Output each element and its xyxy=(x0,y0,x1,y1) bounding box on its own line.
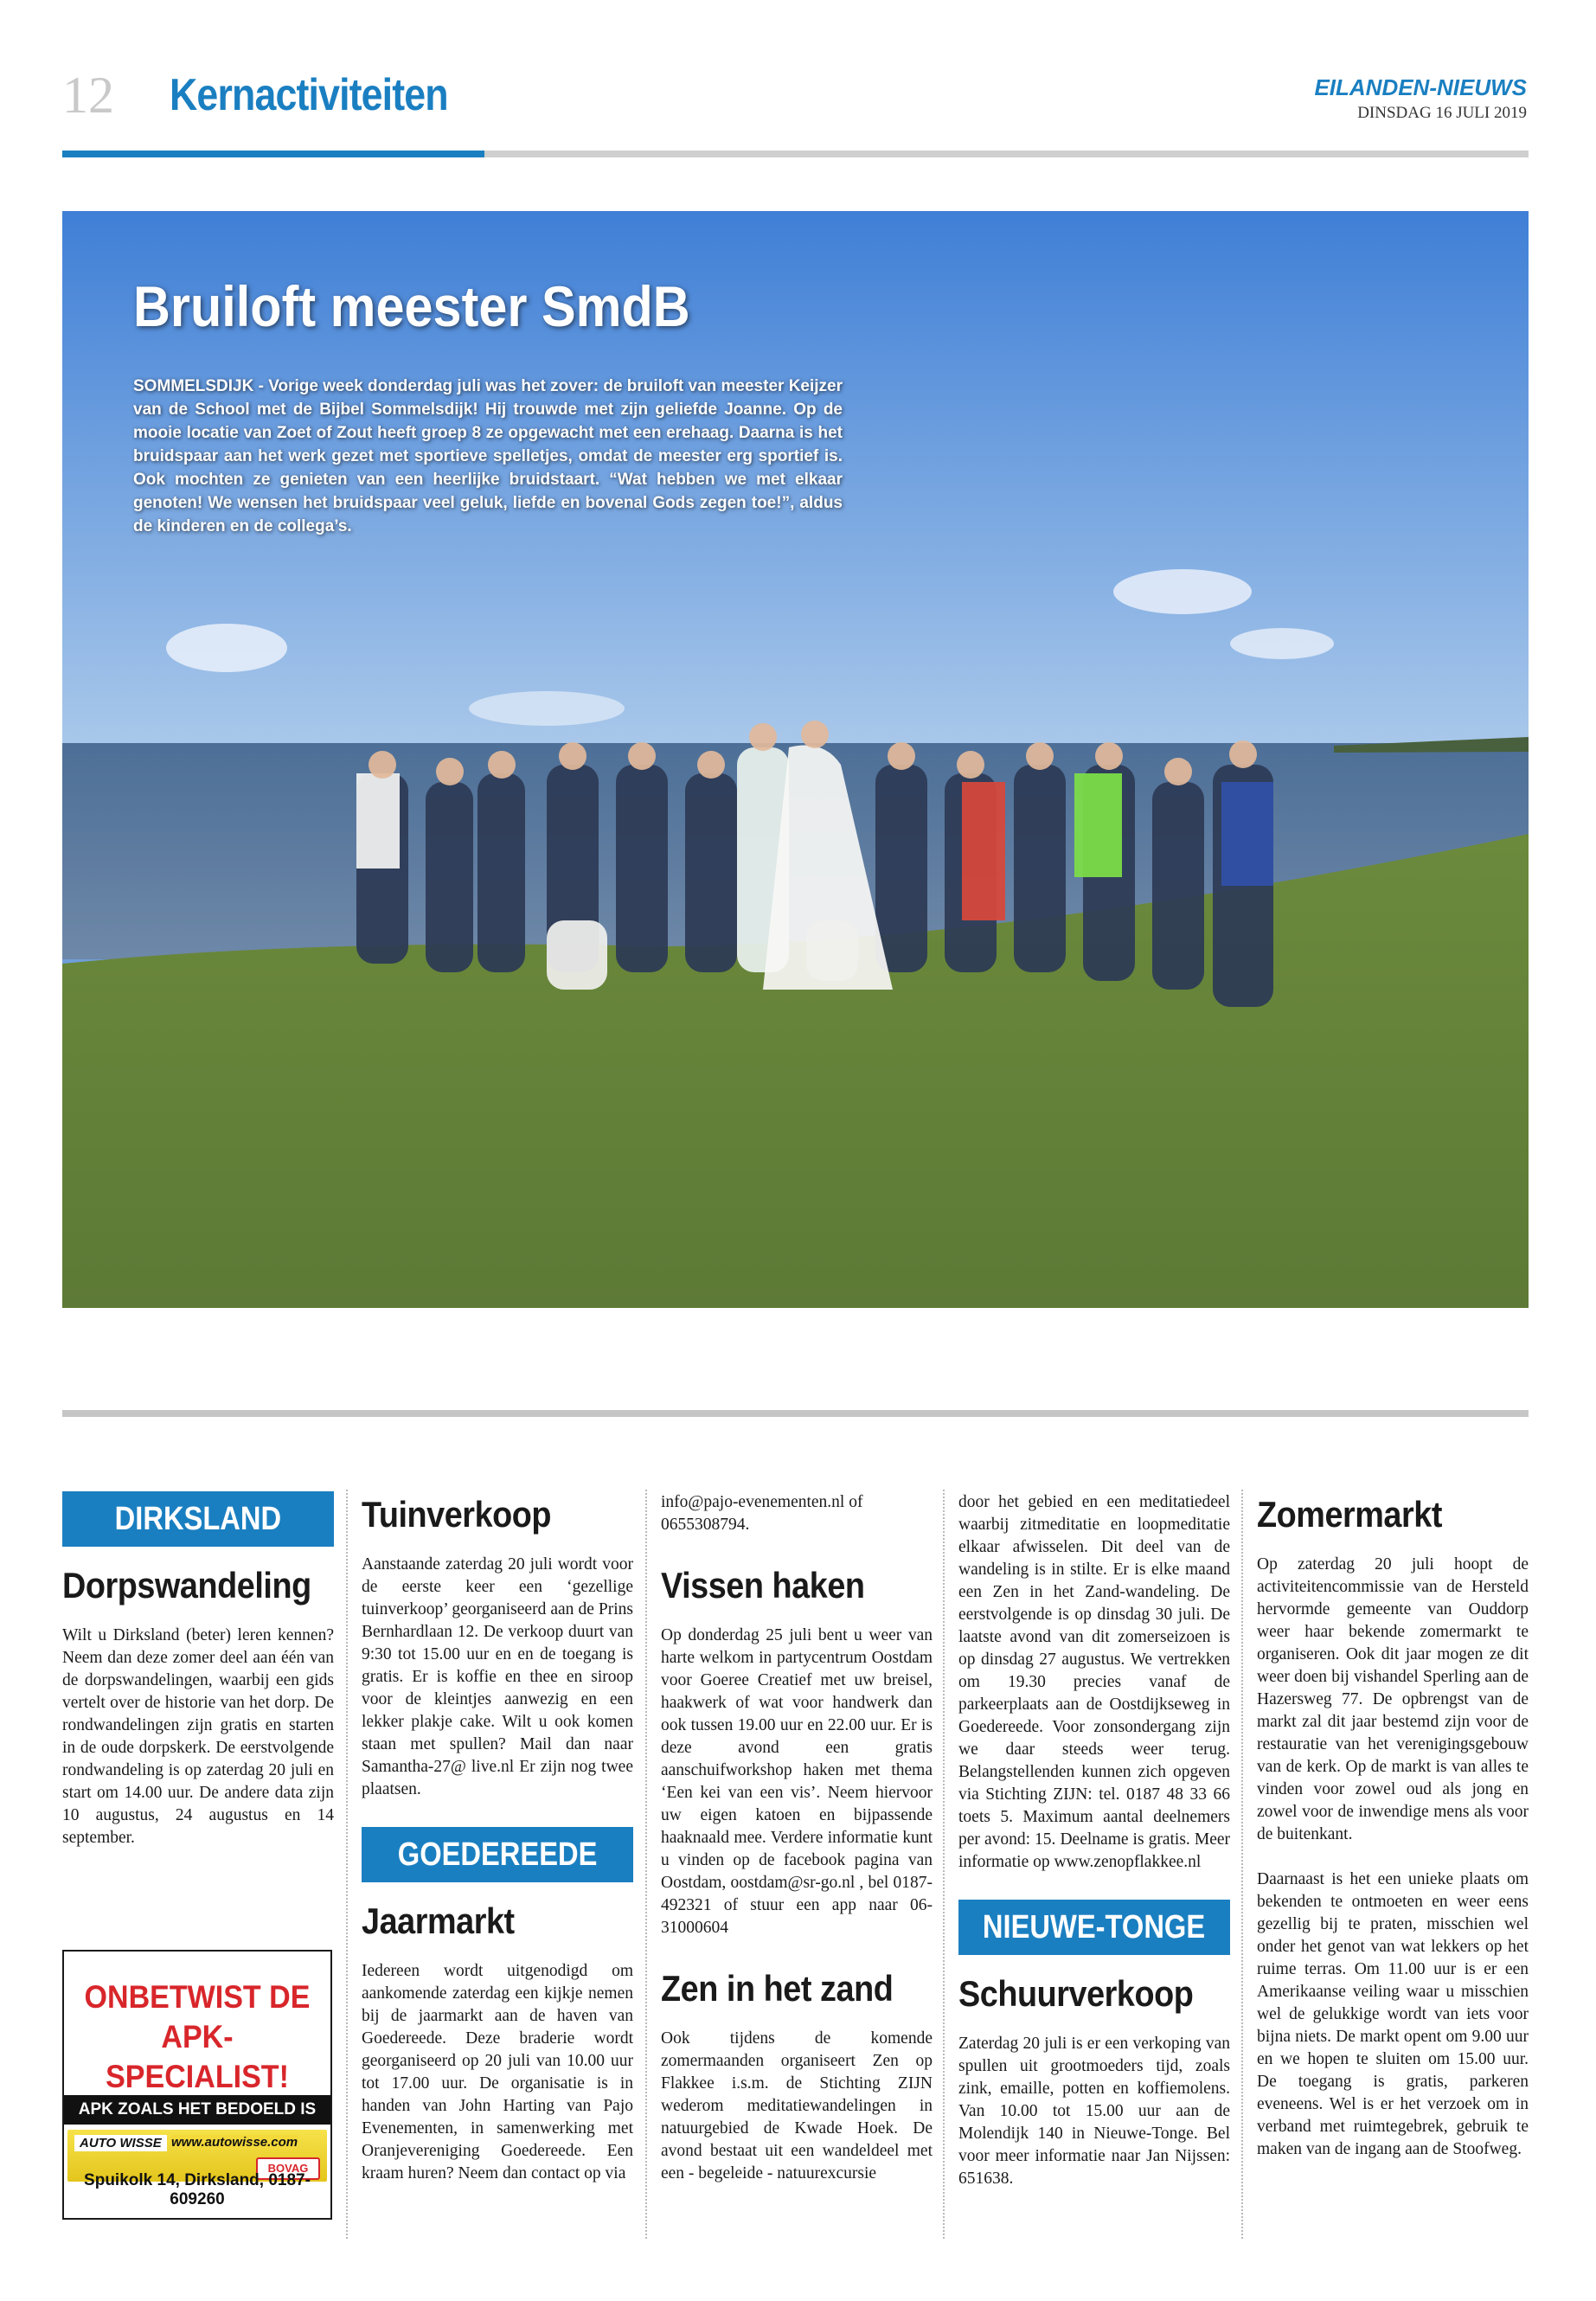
spacer xyxy=(661,1939,933,1965)
place-tag-nieuwe-tonge xyxy=(958,1900,1230,1955)
place-tag-goedereede xyxy=(362,1827,633,1882)
ad-headline xyxy=(74,1977,319,2097)
article-body-jaarmarkt: Iedereen wordt uitgenodigd om aankomende zaterdag een kijkje nemen bij de jaarmarkt aan de haven van Goedereede. Deze braderie wordt georganiseerd op 20 juli van 10.00 uur tot 17.00 uur. De organisatie is in handen van John Harting van Pajo Evenementen, in samenwerking met Oranjevereniging Goedereede. Een kraam huren? Neem dan contact op via xyxy=(362,1962,633,2182)
ad-headline-line-2: APK-SPECIALIST! xyxy=(106,2019,289,2094)
column-divider xyxy=(943,1490,945,2239)
ad-logo-url: www.autowisse.com xyxy=(171,2135,298,2150)
issue-date: DINSDAG 16 JULI 2019 xyxy=(1357,104,1527,122)
place-tag-label: GOEDEREEDE xyxy=(397,1836,598,1873)
cloud xyxy=(469,691,625,726)
headline-tuinverkoop: Tuinverkoop xyxy=(362,1494,552,1535)
masthead-logo: EILANDEN-NIEUWS xyxy=(1314,74,1527,100)
column-tuinverkoop-goedereede xyxy=(362,1491,633,2185)
section-title: Kernactiviteiten xyxy=(170,70,448,120)
article-body-zomermarkt-2: Daarnaast is het een unieke plaats om bekenden te ontmoeten en weer eens gezellig bij te praten, misschien wel onder het genot van wat lekkers op het ruime terras. Om 11.00 uur is er een Amerikaanse veiling waar u misschien wel de gelukkige wordt van iets voor bijna niets. De markt opent om 9.00 uur en we hopen te sluiten om 15.00 uur. De toegang is gratis, parkeren eveneens. Wel is er het verzoek om in verband met ruimtegebrek, gebruik te maken van de ingang aan de Stoofweg. xyxy=(1257,1870,1529,2158)
spacer xyxy=(661,1536,933,1562)
column-divider xyxy=(645,1490,647,2239)
article-body-schuurverkoop: Zaterdag 20 juli is er een verkoping van spullen uit grootmoeders tijd, zoals zink, emaille, potten en koffiemolens. Van 10.00 tot 15.00 uur aan de Molendijk 140 in Nieuwe-Tonge. Bel voor meer informatie naar Jan Nijssen: 651638. xyxy=(958,2035,1230,2188)
ad-headline-line-1: ONBETWIST DE xyxy=(84,1979,311,2015)
place-tag-label: DIRKSLAND xyxy=(114,1501,282,1537)
article-body-jaarmarkt-continued: info@pajo-evenementen.nl of 0655308794. xyxy=(661,1493,863,1534)
spacer xyxy=(362,1801,633,1827)
headline-jaarmarkt: Jaarmarkt xyxy=(362,1900,515,1941)
cloud xyxy=(166,624,287,672)
ad-address: Spuikolk 14, Dirksland, 0187-609260 xyxy=(84,2171,311,2208)
column-vissen-zen xyxy=(661,1491,933,2185)
column-zomermarkt xyxy=(1257,1491,1529,2161)
cloud xyxy=(1113,569,1252,614)
ad-logo-name: AUTO WISSE xyxy=(74,2135,167,2151)
column-divider xyxy=(1241,1490,1243,2239)
article-body-dorpswandeling: Wilt u Dirksland (beter) leren kennen? Neem dan deze zomer deel aan één van de dorpswandelingen, waarbij een gids vertelt over de historie van het dorp. De rondwandelingen zijn gratis en starten in de oude dorpskerk. De eerstvolgende rondwandeling is op zaterdag 20 juli en start om 14.00 uur. De andere data zijn 10 augustus, 24 augustus en 14 september. xyxy=(62,1626,334,1847)
column-divider xyxy=(346,1490,348,2239)
headline-zen-in-het-zand: Zen in het zand xyxy=(661,1968,894,2009)
headline-schuurverkoop: Schuurverkoop xyxy=(958,1973,1194,2014)
article-body-zen-continued: door het gebied en een meditatiedeel waarbij zitmeditatie en loopmeditatie elkaar afwisselen. Dit deel van de wandeling is in stilte. Er is elke maand een Zen in het Zand-wandeling. De eerstvolgende is op dinsdag 30 juli. De laatste avond van dit zomerseizoen is op dinsdag 27 augustus. We vertrekken om 19.30 precies vanaf de parkeerplaats aan de Oostdijkseweg in Goedereede. Voor zonsondergang zijn we daar steeds weer terug. Belangstellenden kunnen zich opgeven via Stichting ZIJN: tel. 0187 48 33 66 toets 5. Maximum aantal deelnemers per avond: 15. Deelname is gratis. Meer informatie op www.zenopflakkee.nl xyxy=(958,1493,1230,1871)
column-zen-nieuwe-tonge xyxy=(958,1491,1230,2190)
section-divider xyxy=(62,1410,1529,1417)
article-body-zen-in-het-zand: Ook tijdens de komende zomermaanden organiseert Zen op Flakkee i.s.m. de Stichting ZIJN wederom meditatiewandelingen in natuurgebied de Kwade Hoek. De avond bestaat uit een wandeldeel met een - begeleide - natuurexcursie xyxy=(661,2029,933,2182)
wedding-group-photo xyxy=(62,211,1529,1308)
headline-zomermarkt: Zomermarkt xyxy=(1257,1494,1442,1535)
page-number: 12 xyxy=(62,67,114,124)
headline-vissen-haken: Vissen haken xyxy=(661,1565,865,1606)
spacer xyxy=(1257,1846,1529,1868)
ad-band: APK ZOALS HET BEDOELD IS xyxy=(64,2095,330,2125)
photo-article-title: Bruiloft meester SmdB xyxy=(133,274,690,338)
headline-dorpswandeling: Dorpswandeling xyxy=(62,1565,311,1606)
photo-article-caption: SOMMELSDIJK - Vorige week donderdag juli was het zover: de bruiloft van meester Keijzer van de School met de Bijbel Sommelsdijk! Hij trouwde met zijn geliefde Joanne. Op de mooie locatie van Zoet of Zout heeft groep 8 ze opgewacht met een erehaag. Daarna is het bruidspaar aan het werk gezet met sportieve spelletjes, omdat de meester erg sportief is. Ook mochten ze genieten van een heerlijke bruidstaart. “Wat hebben we met elkaar genoten! We wensen het bruidspaar veel geluk, liefde en bovenal Gods zegen toe!”, aldus de kinderen en de collega’s. xyxy=(133,377,843,535)
article-body-zomermarkt: Op zaterdag 20 juli hoopt de activiteitencommissie van de Hersteld hervormde gemeente van Ouddorp weer haar bekende zomermarkt te organiseren. Ook dit jaar mogen ze dit weer doen bij vishandel Sperling aan de Hazersweg 77. De opbrengst van de markt zal dit jaar bestemd zijn voor de restauratie van het verenigingsgebouw van de kerk. Op de markt is van alles te vinden voor zowel oud als jong en zowel voor de inwendige mens als voor de buitenkant. xyxy=(1257,1555,1529,1843)
spacer xyxy=(958,1874,1230,1900)
column-dirksland xyxy=(62,1491,334,1849)
advertisement-auto-wisse[interactable] xyxy=(62,1950,332,2220)
bovag-badge-icon: BOVAG xyxy=(256,2157,320,2180)
article-body-vissen-haken: Op donderdag 25 juli bent u weer van harte welkom in partycentrum Oostdam voor Goeree Creatief met uw breisel, haakwerk of wat voor handwerk dan ook tussen 19.00 uur en 22.00 uur. Er is deze avond een gratis aanschuifworkshop haken met thema ‘Een kei van een vis’. Neem hiervoor uw eigen katoen en bijpassende haaknaald mee. Verdere informatie kunt u vinden op de facebook pagina van Oostdam, oostdam@sr-go.nl , bel 0187-492321 of stuur een app naar 06-31000604 xyxy=(661,1626,933,1937)
article-body-tuinverkoop: Aanstaande zaterdag 20 juli wordt voor de eerste keer een ‘gezellige tuinverkoop’ georganiseerd aan de Prins Bernhardlaan 12. De verkoop duurt van 9:30 tot 15.00 uur en en de toegang is gratis. Er is koffie en thee en siroop voor de kleintjes aanwezig en een lekker plakje cake. Wilt u ook komen staan met spullen? Mail dan naar Samantha-27@ live.nl Er zijn nog twee plaatsen. xyxy=(362,1555,633,1798)
place-tag-label: NIEUWE-TONGE xyxy=(983,1909,1206,1945)
header-rule-accent xyxy=(62,151,484,157)
cloud xyxy=(1230,628,1334,659)
place-tag-dirksland xyxy=(62,1491,334,1547)
